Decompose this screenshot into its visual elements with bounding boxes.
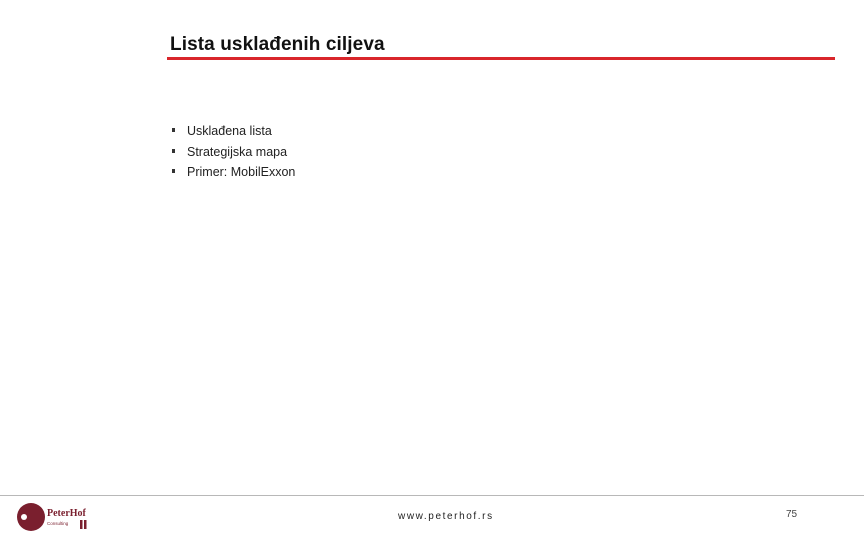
page-number: 75: [786, 509, 798, 520]
logo-bar-icon: [80, 520, 83, 529]
bullet-text: Primer: MobilExxon: [187, 165, 296, 180]
logo-text: PeterHof: [47, 508, 86, 519]
bullet-text: Usklađena lista: [187, 124, 272, 139]
bullet-marker-icon: [172, 128, 175, 132]
bullet-marker-icon: [172, 169, 175, 173]
logo-subtext: Consulting: [47, 521, 69, 526]
bullet-text: Strategijska mapa: [187, 144, 288, 159]
bullet-marker-icon: [172, 149, 175, 153]
logo-dot-icon: [21, 514, 27, 520]
bullet-list: [172, 121, 295, 183]
bullet-item: [172, 121, 295, 142]
bullet-item: [172, 162, 295, 183]
peterhof-logo: [16, 502, 96, 532]
bullet-item: [172, 142, 295, 163]
footer-divider: [0, 495, 864, 496]
logo-bar-icon: [84, 520, 87, 529]
title-underline: [167, 57, 835, 60]
footer-url[interactable]: www.peterhof.rs: [398, 511, 494, 522]
slide-title: Lista usklađenih ciljeva: [170, 34, 385, 55]
